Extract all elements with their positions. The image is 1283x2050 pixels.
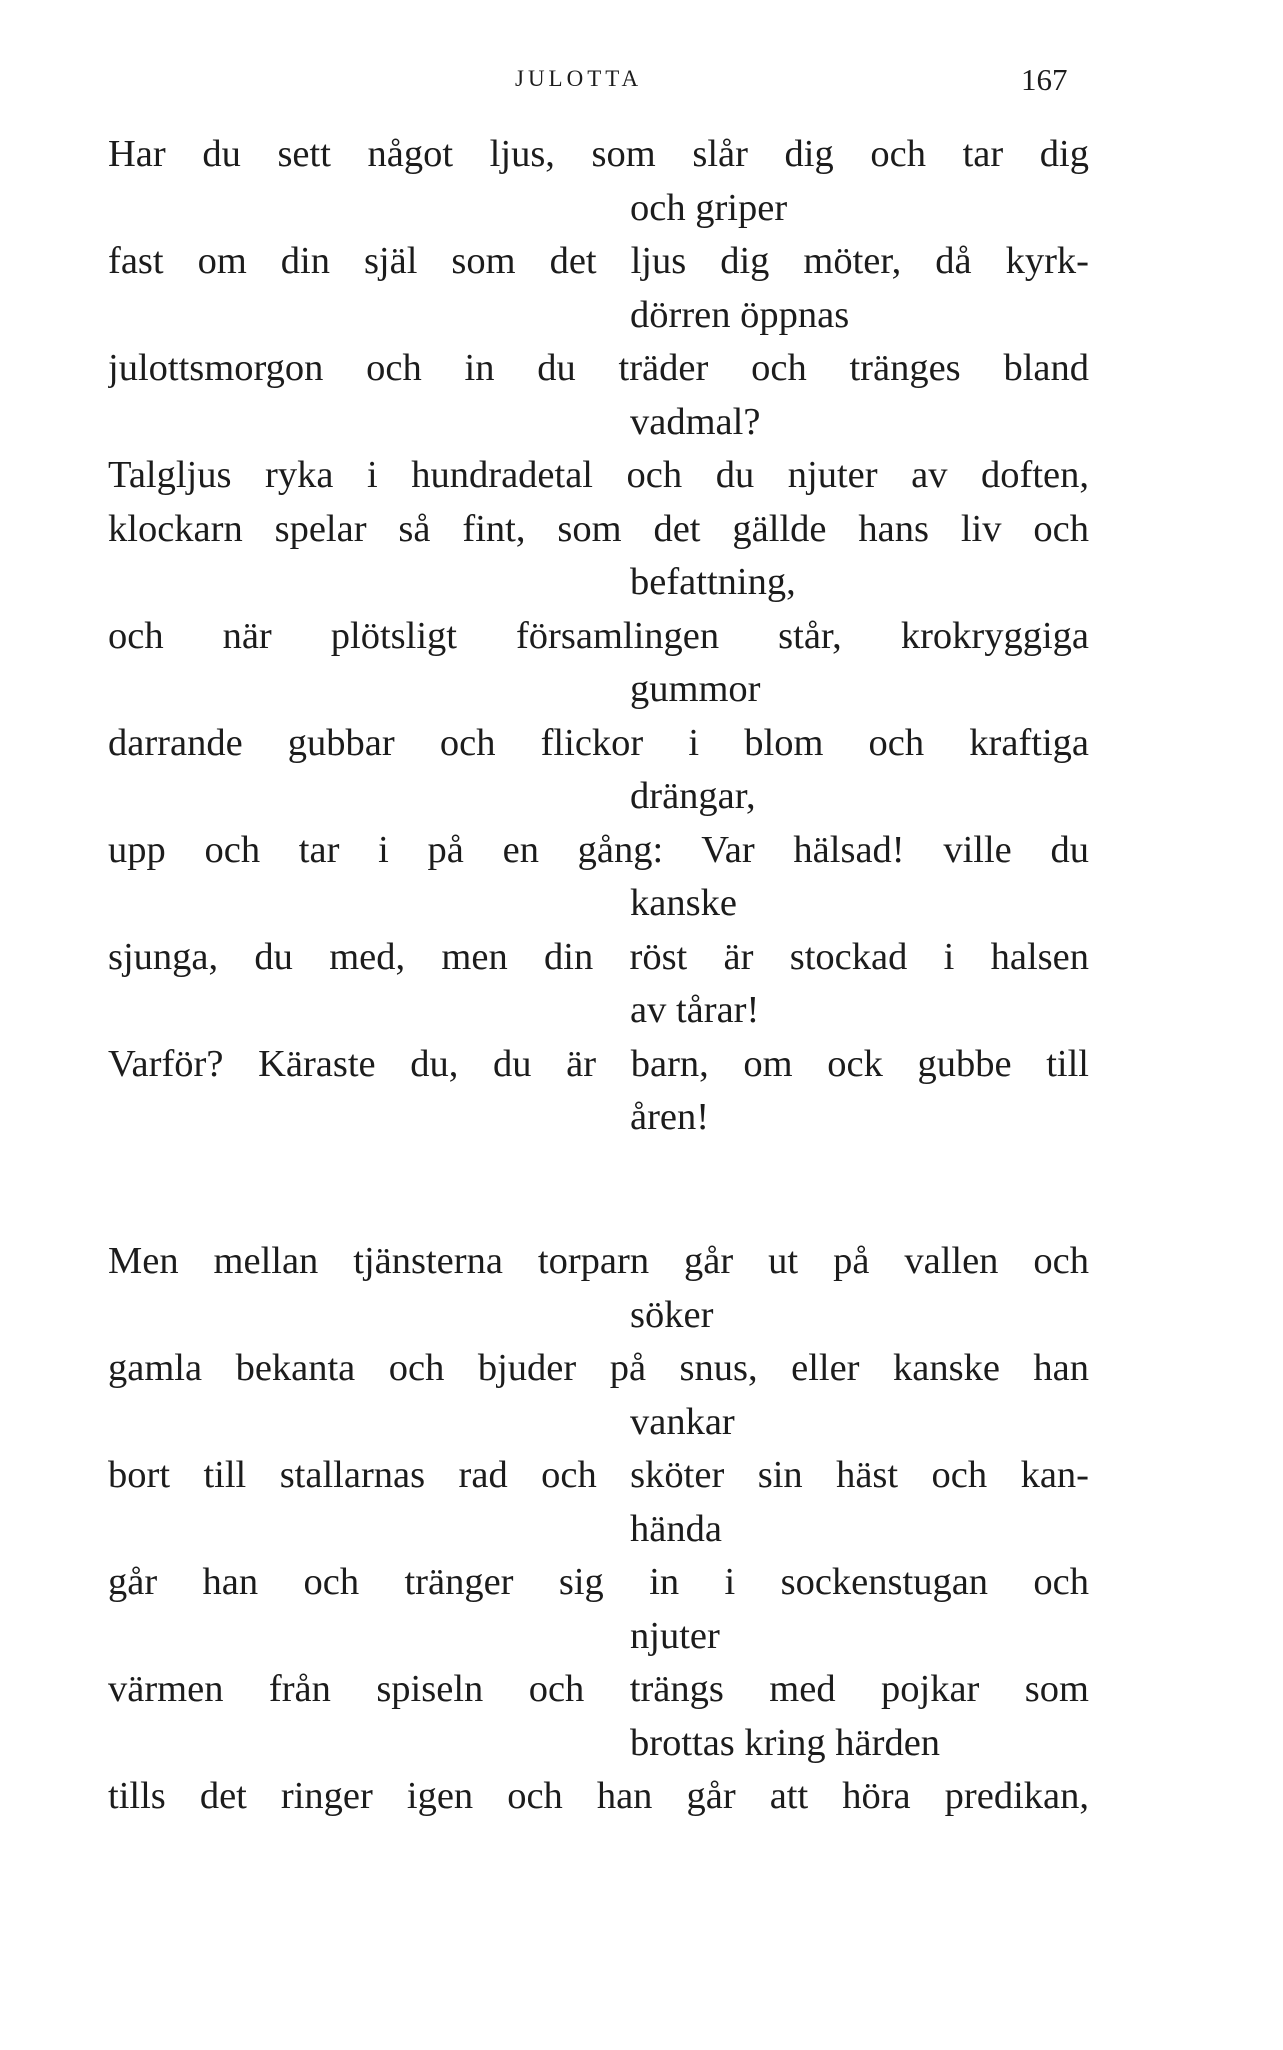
verse-line: Talgljus ryka i hundradetal och du njuter av doften, (108, 454, 1089, 496)
verse-line: tills det ringer igen och han går att höra predikan, (108, 1775, 1089, 1817)
verse-line: går han och tränger sig in i sockenstugan och (108, 1561, 1089, 1603)
verse-line: klockarn spelar så fint, som det gällde hans liv och (108, 507, 1089, 550)
verse-line-continuation: dörren öppnas (630, 293, 850, 336)
verse-line-continuation: av tårar! (630, 989, 760, 1031)
verse-line-continuation: drängar, (630, 775, 756, 817)
verse-line-continuation: njuter (630, 1614, 720, 1657)
running-title: JULOTTA (515, 66, 643, 91)
verse-line-continuation: åren! (630, 1096, 710, 1138)
verse-line-continuation: vadmal? (630, 400, 761, 443)
stanza-1 (108, 128, 1089, 1145)
verse-line: fast om din själ som det ljus dig möter, då kyrk- (108, 240, 1089, 282)
verse-line-continuation: brottas kring härden (630, 1721, 941, 1764)
page-header (0, 62, 1283, 102)
verse-line: sjunga, du med, men din röst är stockad i halsen (108, 935, 1089, 978)
verse-line-continuation: vankar (630, 1400, 735, 1443)
verse-line: Varför? Käraste du, du är barn, om ock gubbe till (108, 1042, 1089, 1085)
verse-line: upp och tar i på en gång: Var hälsad! ville du (108, 828, 1089, 871)
verse-line: Men mellan tjänsterna torparn går ut på vallen och (108, 1240, 1089, 1282)
verse-line-continuation: gummor (630, 668, 761, 710)
verse-line-continuation: och griper (630, 186, 788, 229)
stanza-2 (108, 1235, 1089, 1824)
verse-line-continuation: söker (630, 1293, 714, 1336)
verse-line-continuation: hända (630, 1507, 722, 1550)
page-number: 167 (1021, 62, 1068, 97)
verse-line: bort till stallarnas rad och sköter sin häst och kan- (108, 1454, 1089, 1496)
verse-line: julottsmorgon och in du träder och tränges bland (108, 347, 1089, 389)
verse-line: gamla bekanta och bjuder på snus, eller kanske han (108, 1347, 1089, 1389)
verse-line-continuation: befattning, (630, 561, 796, 603)
verse-line: darrande gubbar och flickor i blom och kraftiga (108, 721, 1089, 764)
verse-line: och när plötsligt församlingen står, krokryggiga (108, 614, 1089, 657)
verse-line: värmen från spiseln och trängs med pojkar som (108, 1668, 1089, 1710)
verse-line: Har du sett något ljus, som slår dig och tar dig (108, 133, 1089, 175)
verse-line-continuation: kanske (630, 882, 737, 924)
